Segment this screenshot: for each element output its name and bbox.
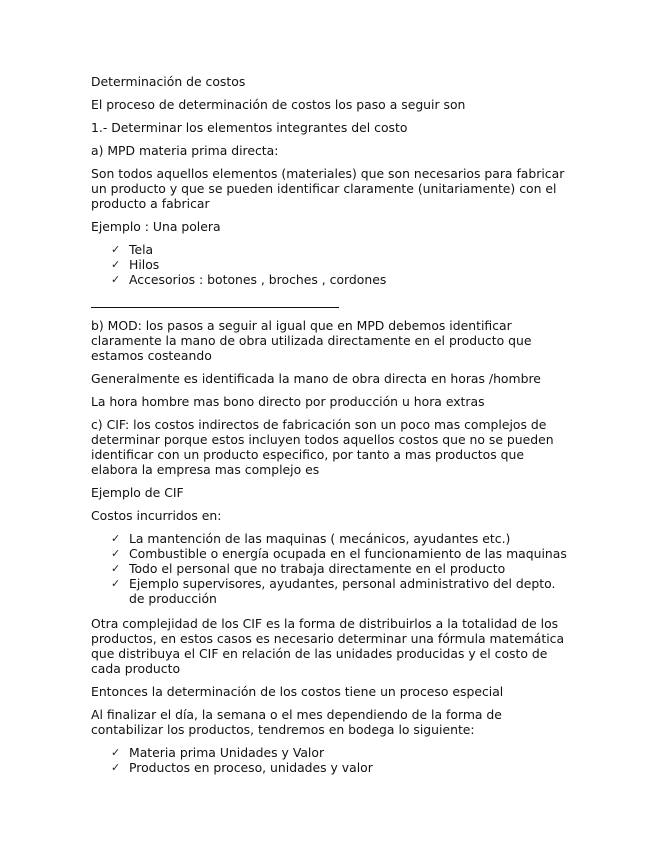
example-polera-label: Ejemplo : Una polera <box>91 219 221 234</box>
list-item <box>111 546 569 561</box>
checkmark-icon: ✓ <box>111 562 121 575</box>
list-item <box>111 272 569 287</box>
list-item-text: Combustible o energía ocupada en el funcionamiento de las maquinas <box>129 546 567 561</box>
warehouse-list <box>91 745 569 775</box>
checkmark-icon: ✓ <box>111 761 121 774</box>
list-item-text: Materia prima Unidades y Valor <box>129 745 325 760</box>
special-process-paragraph: Entonces la determinación de los costos tiene un proceso especial <box>91 684 504 699</box>
list-item-text: Ejemplo supervisores, ayudantes, personal administrativo del depto. de producción <box>129 576 556 606</box>
document-page <box>91 74 569 785</box>
checkmark-icon: ✓ <box>111 746 121 759</box>
checkmark-icon: ✓ <box>111 577 121 590</box>
end-of-period-paragraph: Al finalizar el día, la semana o el mes dependiendo de la forma de contabilizar los productos, tendremos en bodega lo siguiente: <box>91 707 502 737</box>
checkmark-icon: ✓ <box>111 532 121 545</box>
list-item-text: Productos en proceso, unidades y valor <box>129 760 373 775</box>
list-item-text: Todo el personal que no trabaja directamente en el producto <box>129 561 506 576</box>
checkmark-icon: ✓ <box>111 273 121 286</box>
checkmark-icon: ✓ <box>111 258 121 271</box>
cif-paragraph: c) CIF: los costos indirectos de fabricación son un poco mas complejos de determinar porque estos incluyen todos aquellos costos que no se pueden identificar con un producto especifico, por tanto a mas productos que elabora la empresa mas complejo es <box>91 417 554 477</box>
list-item-text: Tela <box>129 242 154 257</box>
cif-example-label: Ejemplo de CIF <box>91 485 184 500</box>
cif-complexity-paragraph: Otra complejidad de los CIF es la forma de distribuirlos a la totalidad de los productos, en estos casos es necesario determinar una fórmula matemática que distribuya el CIF en relación de las unidades producidas y el costo de cada producto <box>91 616 565 676</box>
list-item <box>111 257 569 272</box>
list-item-text: La mantención de las maquinas ( mecánicos, ayudantes etc.) <box>129 531 511 546</box>
mpd-heading: a) MPD materia prima directa: <box>91 143 279 158</box>
checkmark-icon: ✓ <box>111 243 121 256</box>
example-polera-list <box>91 242 569 287</box>
mod-paragraph: b) MOD: los pasos a seguir al igual que en MPD debemos identificar claramente la mano de obra utilizada directamente en el producto que estamos costeando <box>91 318 532 363</box>
intro-paragraph: El proceso de determinación de costos los paso a seguir son <box>91 97 466 112</box>
horizontal-divider <box>91 307 339 308</box>
list-item <box>111 531 569 546</box>
mpd-paragraph: Son todos aquellos elementos (materiales) que son necesarios para fabricar un producto y que se pueden identificar claramente (unitariamente) con el producto a fabricar <box>91 166 565 211</box>
mod-hours-paragraph: Generalmente es identificada la mano de obra directa en horas /hombre <box>91 371 541 386</box>
list-item <box>111 745 569 760</box>
checkmark-icon: ✓ <box>111 547 121 560</box>
list-item <box>111 561 569 576</box>
list-item <box>111 576 569 606</box>
list-item <box>111 242 569 257</box>
cif-costs-list <box>91 531 569 606</box>
list-item-text: Accesorios : botones , broches , cordones <box>129 272 387 287</box>
mod-bonus-paragraph: La hora hombre mas bono directo por producción u hora extras <box>91 394 485 409</box>
step-1-heading: 1.- Determinar los elementos integrantes del costo <box>91 120 408 135</box>
list-item <box>111 760 569 775</box>
list-item-text: Hilos <box>129 257 160 272</box>
cif-costs-label: Costos incurridos en: <box>91 508 222 523</box>
document-title: Determinación de costos <box>91 74 246 89</box>
